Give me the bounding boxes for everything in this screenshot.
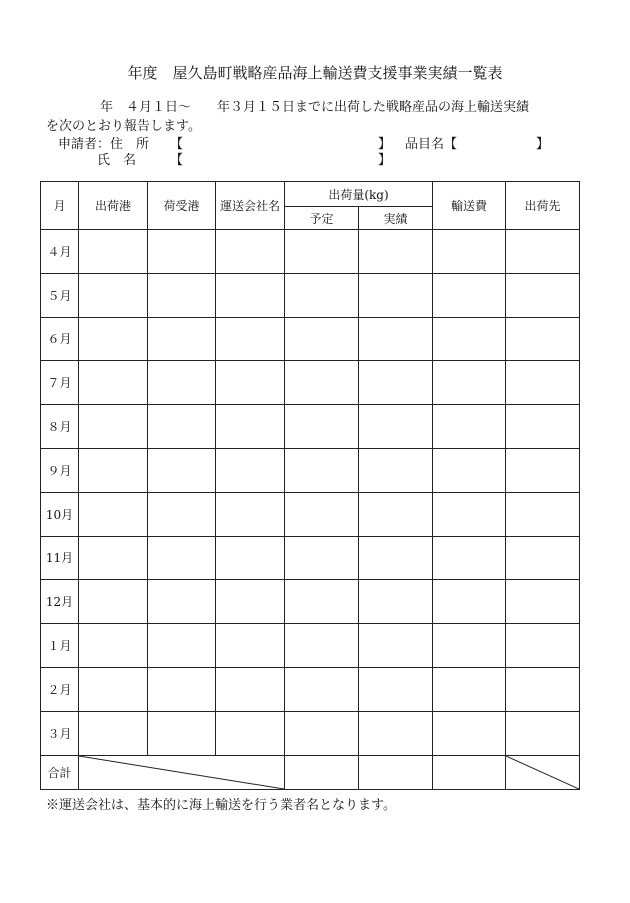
actual-cell[interactable] xyxy=(359,230,433,274)
carrier-cell[interactable] xyxy=(216,667,285,711)
destination-cell[interactable] xyxy=(506,405,580,449)
actual-cell[interactable] xyxy=(359,667,433,711)
carrier-cell[interactable] xyxy=(216,624,285,668)
receive-port-cell[interactable] xyxy=(148,667,216,711)
ship-port-cell[interactable] xyxy=(79,492,148,536)
cost-cell[interactable] xyxy=(433,536,506,580)
receive-port-cell[interactable] xyxy=(148,273,216,317)
receive-port-cell[interactable] xyxy=(148,361,216,405)
name-field-open[interactable]: 【 xyxy=(170,153,184,168)
table-row xyxy=(41,624,580,668)
ship-port-cell[interactable] xyxy=(79,536,148,580)
receive-port-cell[interactable] xyxy=(148,711,216,755)
item-name-label[interactable]: 品目名【 xyxy=(405,137,458,152)
receive-port-cell[interactable] xyxy=(148,624,216,668)
table-row xyxy=(41,492,580,536)
receive-port-cell[interactable] xyxy=(148,492,216,536)
address-label: 申請者：住 所 xyxy=(58,137,150,152)
ship-port-cell[interactable] xyxy=(79,580,148,624)
table-row xyxy=(41,580,580,624)
actual-cell[interactable] xyxy=(359,317,433,361)
actual-cell[interactable] xyxy=(359,405,433,449)
planned-cell[interactable] xyxy=(285,317,359,361)
carrier-cell[interactable] xyxy=(216,361,285,405)
intro-line-2: を次のとおり報告します。 xyxy=(46,119,201,134)
month-label: ８月 xyxy=(41,405,79,449)
cost-cell[interactable] xyxy=(433,361,506,405)
destination-cell[interactable] xyxy=(506,448,580,492)
header-destination: 出荷先 xyxy=(506,182,580,230)
cost-cell[interactable] xyxy=(433,230,506,274)
intro-line-1: 年 ４月１日～ 年３月１５日までに出荷した戦略産品の海上輸送実績 xyxy=(100,100,530,115)
header-month: 月 xyxy=(41,182,79,230)
diagonal-line xyxy=(79,756,284,789)
planned-cell[interactable] xyxy=(285,492,359,536)
actual-cell[interactable] xyxy=(359,624,433,668)
planned-cell[interactable] xyxy=(285,711,359,755)
actual-cell[interactable] xyxy=(359,711,433,755)
ship-port-cell[interactable] xyxy=(79,273,148,317)
month-label: ６月 xyxy=(41,317,79,361)
cost-cell[interactable] xyxy=(433,405,506,449)
total-row xyxy=(41,755,580,789)
receive-port-cell[interactable] xyxy=(148,405,216,449)
carrier-cell[interactable] xyxy=(216,536,285,580)
carrier-cell[interactable] xyxy=(216,492,285,536)
actual-cell[interactable] xyxy=(359,492,433,536)
month-label: ３月 xyxy=(41,711,79,755)
destination-cell[interactable] xyxy=(506,536,580,580)
actual-cell[interactable] xyxy=(359,273,433,317)
month-label: ５月 xyxy=(41,273,79,317)
header-quantity: 出荷量(kg) xyxy=(285,182,433,207)
address-field-close: 】 xyxy=(378,137,392,152)
receive-port-cell[interactable] xyxy=(148,536,216,580)
cost-cell[interactable] xyxy=(433,624,506,668)
ship-port-cell[interactable] xyxy=(79,624,148,668)
ship-port-cell[interactable] xyxy=(79,405,148,449)
month-rows xyxy=(41,230,580,756)
month-label: ４月 xyxy=(41,230,79,274)
header-cost: 輸送費 xyxy=(433,182,506,230)
receive-port-cell[interactable] xyxy=(148,580,216,624)
cost-cell[interactable] xyxy=(433,448,506,492)
shipment-table xyxy=(40,181,580,790)
receive-port-cell[interactable] xyxy=(148,448,216,492)
destination-cell[interactable] xyxy=(506,580,580,624)
planned-cell[interactable] xyxy=(285,580,359,624)
actual-cell[interactable] xyxy=(359,448,433,492)
cost-cell[interactable] xyxy=(433,580,506,624)
carrier-cell[interactable] xyxy=(216,230,285,274)
ship-port-cell[interactable] xyxy=(79,230,148,274)
carrier-cell[interactable] xyxy=(216,580,285,624)
header-actual: 実績 xyxy=(359,207,433,230)
receive-port-cell[interactable] xyxy=(148,317,216,361)
name-label: 氏 名 xyxy=(97,153,137,168)
month-label: 11月 xyxy=(41,536,79,580)
cost-cell[interactable] xyxy=(433,273,506,317)
address-field-open[interactable]: 【 xyxy=(170,137,184,152)
planned-cell[interactable] xyxy=(285,536,359,580)
month-label: ２月 xyxy=(41,667,79,711)
ship-port-cell[interactable] xyxy=(79,448,148,492)
ship-port-cell[interactable] xyxy=(79,711,148,755)
month-label: 10月 xyxy=(41,492,79,536)
ship-port-cell[interactable] xyxy=(79,317,148,361)
header-ship-port: 出荷港 xyxy=(79,182,148,230)
table-row xyxy=(41,448,580,492)
header-receive-port: 荷受港 xyxy=(148,182,216,230)
total-cost-cell[interactable] xyxy=(433,755,506,789)
actual-cell[interactable] xyxy=(359,536,433,580)
destination-cell[interactable] xyxy=(506,711,580,755)
month-label: １月 xyxy=(41,624,79,668)
cost-cell[interactable] xyxy=(433,667,506,711)
planned-cell[interactable] xyxy=(285,448,359,492)
destination-cell[interactable] xyxy=(506,624,580,668)
month-label: 12月 xyxy=(41,580,79,624)
page-title: 年度 屋久島町戦略産品海上輸送費支援事業実績一覧表 xyxy=(127,64,503,82)
table-row xyxy=(41,317,580,361)
month-label: ７月 xyxy=(41,361,79,405)
carrier-cell[interactable] xyxy=(216,405,285,449)
total-actual-cell[interactable] xyxy=(359,755,433,789)
table-row xyxy=(41,711,580,755)
destination-cell[interactable] xyxy=(506,273,580,317)
planned-cell[interactable] xyxy=(285,667,359,711)
destination-cell[interactable] xyxy=(506,361,580,405)
total-planned-cell[interactable] xyxy=(285,755,359,789)
carrier-cell[interactable] xyxy=(216,448,285,492)
total-crossed-cell xyxy=(79,755,285,789)
table-row xyxy=(41,230,580,274)
destination-cell[interactable] xyxy=(506,230,580,274)
item-name-close: 】 xyxy=(536,137,550,152)
cost-cell[interactable] xyxy=(433,317,506,361)
receive-port-cell[interactable] xyxy=(148,230,216,274)
table-row xyxy=(41,405,580,449)
actual-cell[interactable] xyxy=(359,580,433,624)
cost-cell[interactable] xyxy=(433,711,506,755)
ship-port-cell[interactable] xyxy=(79,667,148,711)
cost-cell[interactable] xyxy=(433,492,506,536)
header-carrier: 運送会社名 xyxy=(216,182,285,230)
planned-cell[interactable] xyxy=(285,361,359,405)
destination-cell[interactable] xyxy=(506,317,580,361)
diagonal-line xyxy=(506,756,579,789)
footnote: ※運送会社は、基本的に海上輸送を行う業者名となります。 xyxy=(46,798,396,813)
carrier-cell[interactable] xyxy=(216,711,285,755)
month-label: ９月 xyxy=(41,448,79,492)
carrier-cell[interactable] xyxy=(216,317,285,361)
table-row xyxy=(41,361,580,405)
planned-cell[interactable] xyxy=(285,405,359,449)
planned-cell[interactable] xyxy=(285,230,359,274)
header-planned: 予定 xyxy=(285,207,359,230)
name-field-close: 】 xyxy=(378,153,392,168)
table-row xyxy=(41,667,580,711)
total-destination-crossed-cell xyxy=(506,755,580,789)
planned-cell[interactable] xyxy=(285,273,359,317)
planned-cell[interactable] xyxy=(285,624,359,668)
ship-port-cell[interactable] xyxy=(79,361,148,405)
table-row xyxy=(41,536,580,580)
total-label: 合計 xyxy=(41,755,79,789)
actual-cell[interactable] xyxy=(359,361,433,405)
table-row xyxy=(41,273,580,317)
destination-cell[interactable] xyxy=(506,667,580,711)
destination-cell[interactable] xyxy=(506,492,580,536)
carrier-cell[interactable] xyxy=(216,273,285,317)
